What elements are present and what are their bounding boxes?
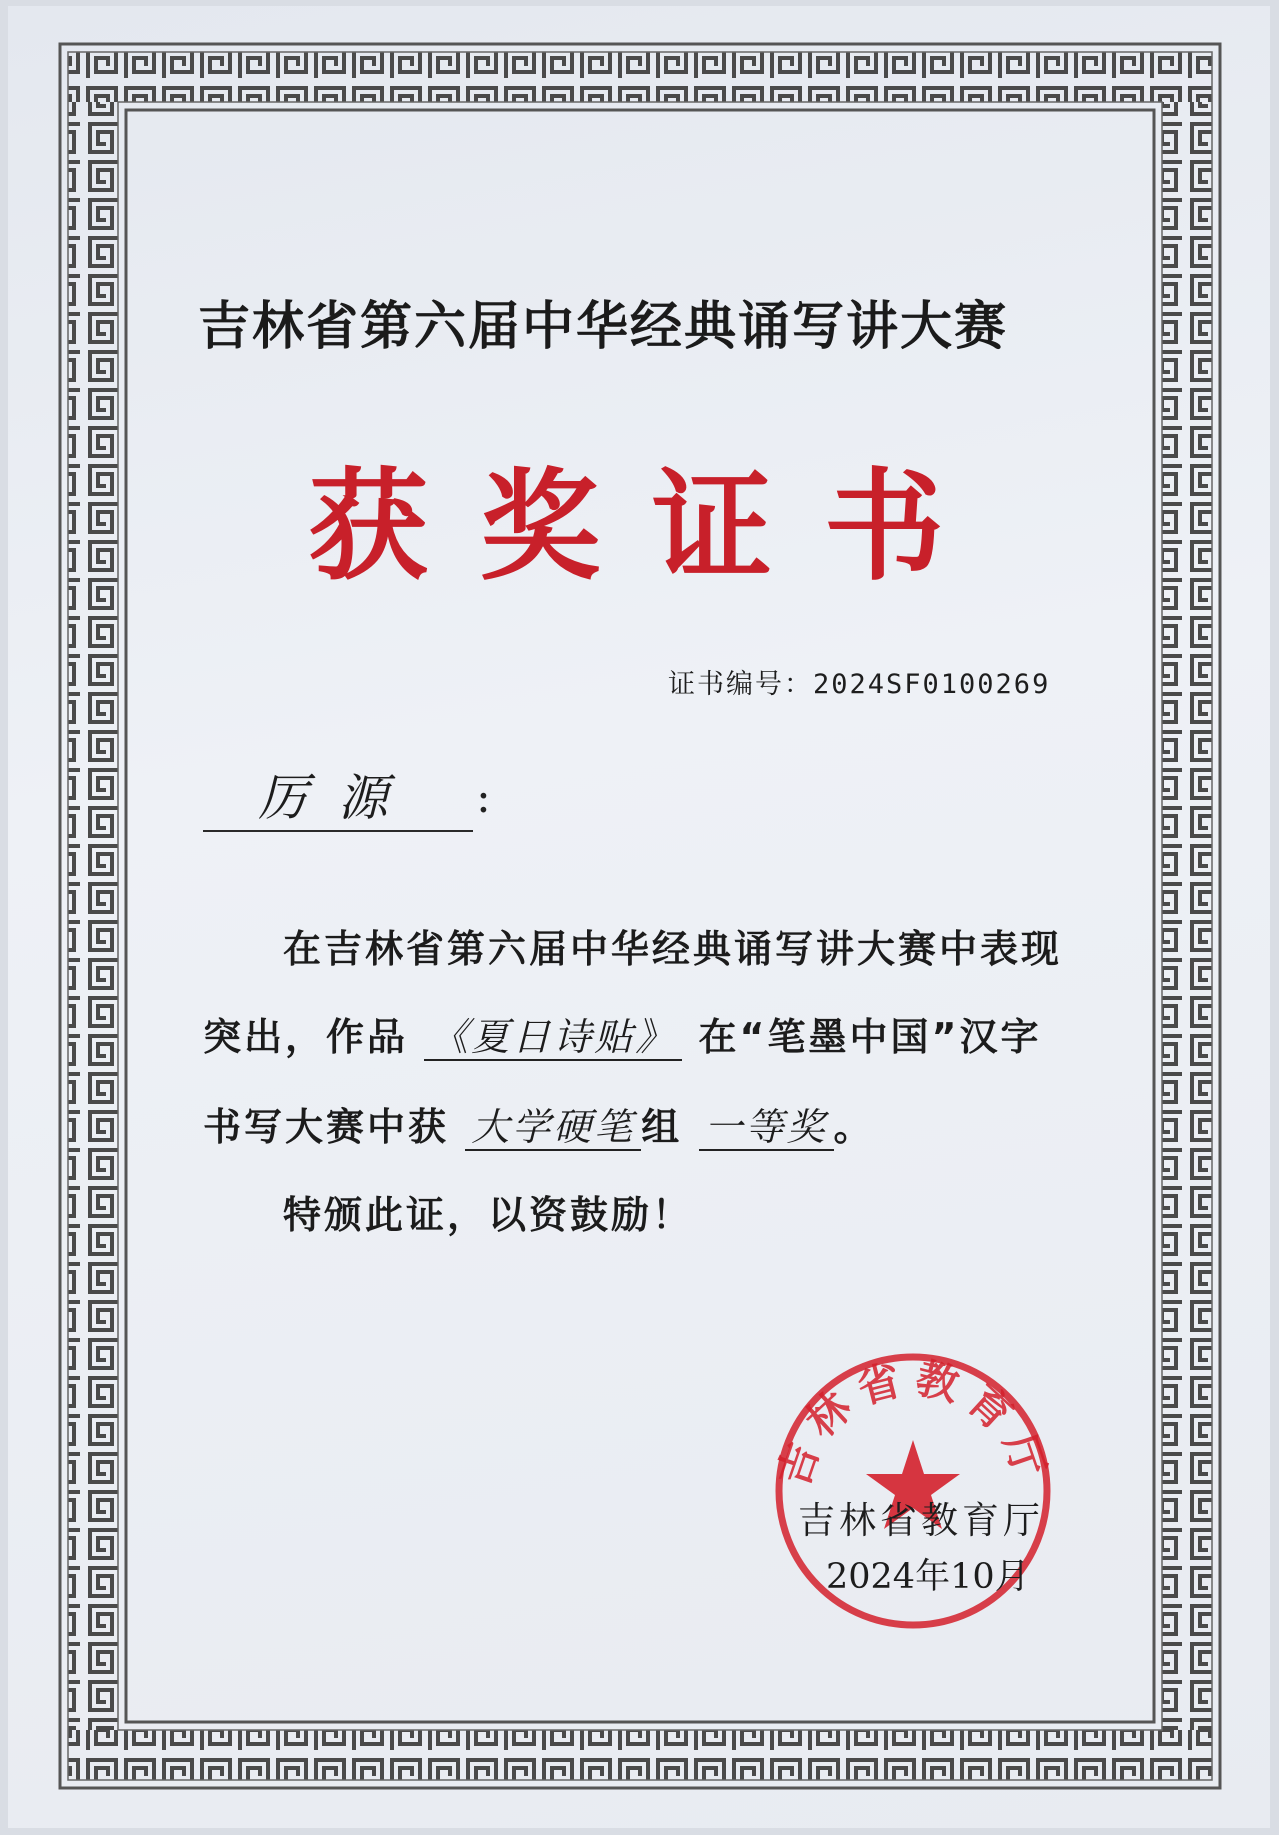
body-line-2-prefix: 突出，作品 [203,1015,409,1059]
body-line-2 [203,1006,1041,1061]
svg-text:吉林省教育厅: 吉林省教育厅 [768,1352,1058,1493]
body-line-2-suffix: 在“笔墨中国”汉字 [698,1015,1042,1059]
body-line-3-prefix: 书写大赛中获 [203,1105,450,1149]
recipient-colon: : [476,772,491,823]
certificate-number-label: 证书编号： [668,669,813,700]
issue-date: 2024年10月 [826,1557,1030,1597]
recipient-name: 厉源 [203,766,473,832]
award-group: 大学硬笔 [465,1105,641,1151]
work-title: 《夏日诗贴》 [424,1015,682,1061]
issuer-name: 吉林省教育厅 [798,1499,1044,1542]
greek-key-border [8,6,1270,1828]
award-level: 一等奖 [699,1105,834,1151]
group-suffix: 组 [641,1105,683,1149]
body-line-3 [203,1096,875,1151]
body-line-1: 在吉林省第六届中华经典诵写讲大赛中表现 [283,927,1063,971]
body-line-3-period: 。 [833,1105,875,1149]
certificate-title: 获奖证书 [308,456,996,597]
certificate-paper [8,6,1270,1828]
certificate-number-value: 2024SF0100269 [813,669,1051,700]
certificate-number [668,662,1128,701]
event-title: 吉林省第六届中华经典诵写讲大赛 [198,296,1009,357]
body-line-4: 特颁此证，以资鼓励！ [283,1193,694,1237]
